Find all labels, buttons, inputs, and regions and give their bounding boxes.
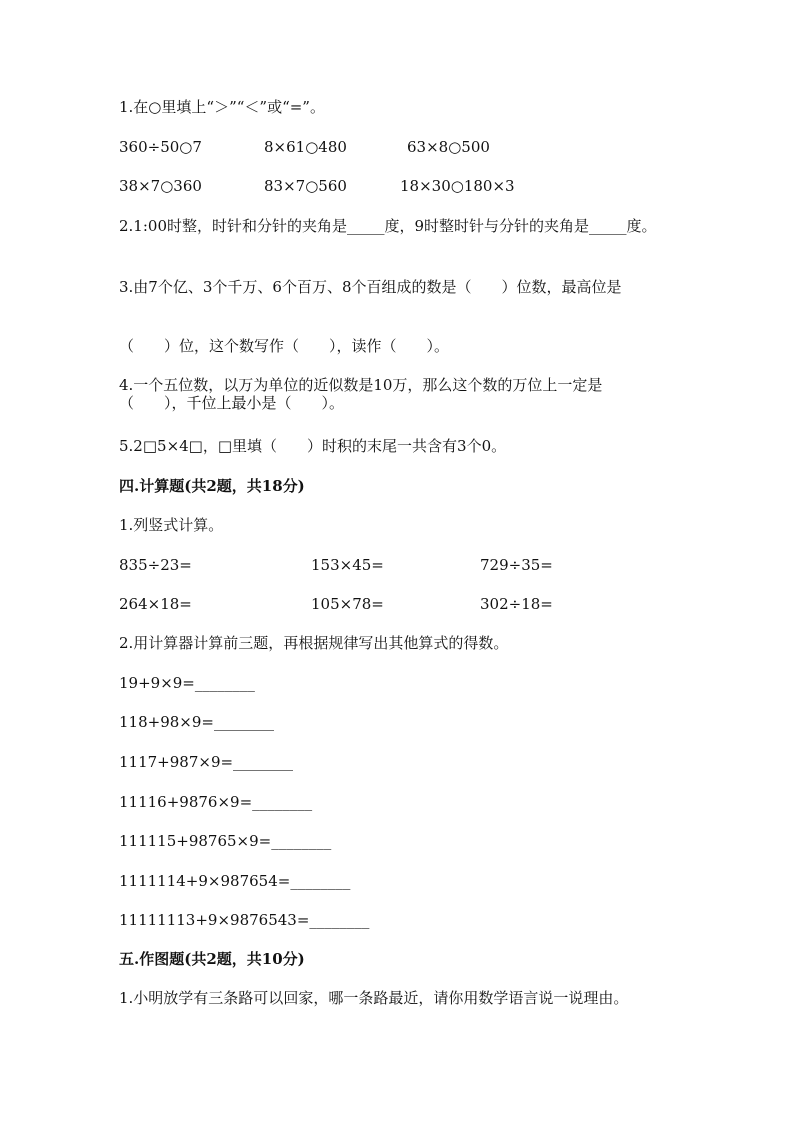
number-question-line-2: （ ）位，这个数写作（ ），读作（ ）。: [119, 337, 450, 355]
number-question-line-1: 3.由7个亿、3个千万、6个百万、8个百组成的数是（ ）位数，最高位是: [119, 278, 622, 296]
sequence-item: 1111114+9×987654=________: [119, 872, 351, 890]
drawing-question-title: 1.小明放学有三条路可以回家，哪一条路最近，请你用数学语言说一说理由。: [119, 989, 629, 1007]
calc-row-2: [119, 595, 679, 613]
sequence-item: 11111113+9×9876543=________: [119, 911, 370, 929]
vertical-calc-title: 1.列竖式计算。: [119, 516, 224, 534]
sequence-item: 111115+98765×9=________: [119, 832, 332, 850]
calc-item: 302÷18=: [480, 595, 553, 613]
compare-item: 360÷50○7: [119, 138, 202, 156]
compare-item: 38×7○360: [119, 177, 202, 195]
sequence-item: 1117+987×9=________: [119, 753, 294, 771]
calc-item: 105×78=: [311, 595, 384, 613]
compare-item: 63×8○500: [407, 138, 490, 156]
calc-row-1: [119, 556, 679, 574]
section-5-heading: 五.作图题(共2题，共10分): [119, 950, 305, 968]
angle-question: 2.1:00时整，时针和分针的夹角是_____度，9时整时针与分针的夹角是_____度。: [119, 217, 657, 235]
sequence-item: 11116+9876×9=________: [119, 793, 313, 811]
compare-item: 8×61○480: [264, 138, 347, 156]
calculator-question-title: 2.用计算器计算前三题，再根据规律写出其他算式的得数。: [119, 634, 509, 652]
approx-question: 4.一个五位数，以万为单位的近似数是10万，那么这个数的万位上一定是（ ），千位上最小是（ ）。: [119, 376, 603, 412]
sequence-item: 19+9×9=________: [119, 674, 255, 692]
compare-item: 83×7○560: [264, 177, 347, 195]
sequence-item: 118+98×9=________: [119, 713, 274, 731]
section-4-heading: 四.计算题(共2题，共18分): [119, 477, 305, 495]
calc-item: 835÷23=: [119, 556, 192, 574]
compare-question-title: 1.在○里填上“＞”“＜”或“=”。: [119, 98, 325, 116]
calc-item: 264×18=: [119, 595, 192, 613]
compare-row-2: [119, 177, 679, 195]
calc-item: 153×45=: [311, 556, 384, 574]
calc-item: 729÷35=: [480, 556, 553, 574]
compare-item: 18×30○180×3: [400, 177, 515, 195]
product-question: 5.2□5×4□，□里填（ ）时积的末尾一共含有3个0。: [119, 437, 507, 455]
compare-row-1: [119, 138, 679, 156]
